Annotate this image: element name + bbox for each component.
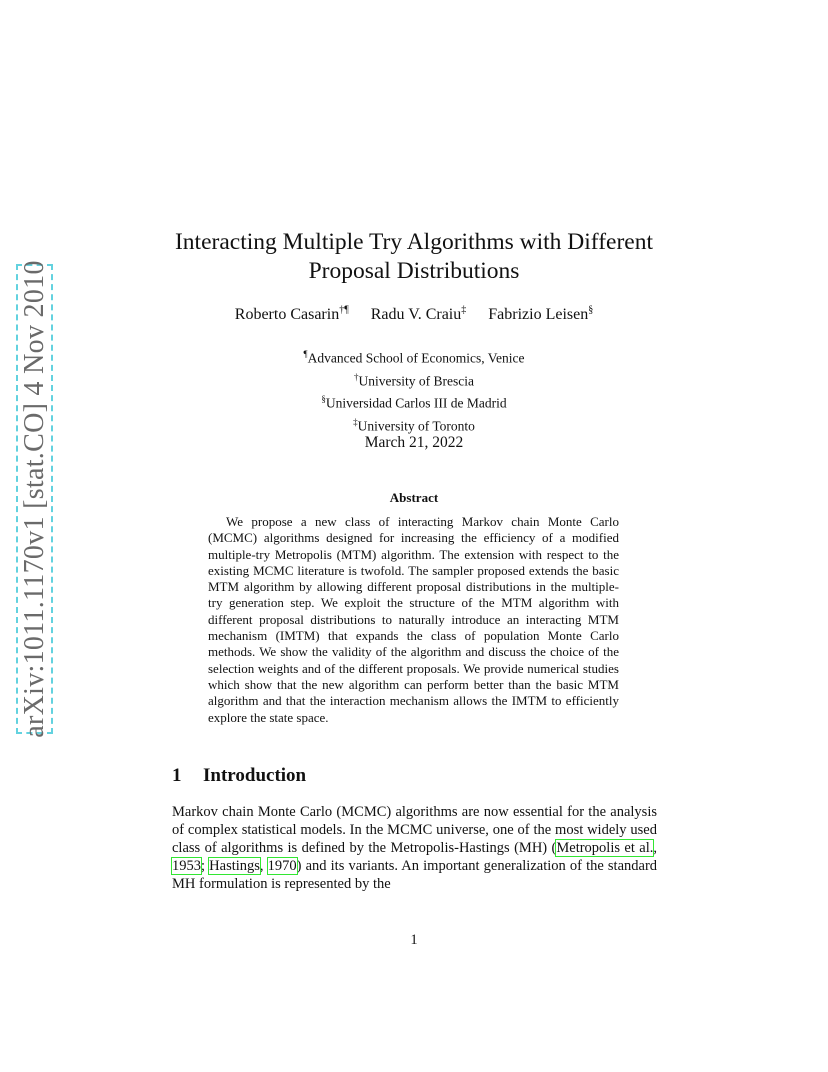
title-line-1: Interacting Multiple Try Algorithms with Different xyxy=(174,229,653,255)
author-mark: †¶ xyxy=(339,305,349,316)
citation-link-metropolis-author[interactable]: Metropolis et al. xyxy=(556,840,654,856)
page-number: 1 xyxy=(410,932,418,948)
citation-separator: ; xyxy=(201,858,210,874)
author-list xyxy=(120,305,708,324)
section-title: Introduction xyxy=(203,765,307,786)
affiliation-item xyxy=(120,413,708,436)
author-leisen xyxy=(488,306,593,323)
arxiv-identifier[interactable]: arXiv:1011.1170v1 [stat.CO] 4 Nov 2010 xyxy=(18,260,50,738)
affiliation-item xyxy=(120,345,708,368)
author-casarin xyxy=(235,306,349,323)
section-heading xyxy=(172,765,306,787)
citation-separator: , xyxy=(653,840,657,856)
affiliation-text: University of Brescia xyxy=(358,373,474,388)
citation-link-metropolis-year[interactable]: 1953 xyxy=(172,858,201,874)
abstract-heading: Abstract xyxy=(389,490,439,505)
abstract-text: We propose a new class of interacting Markov chain Monte Carlo (MCMC) algorithms designed for increasing the efficiency of a modified multiple-try Metropolis (MTM) algorithm. The extension with respect to the existing MCMC literature is twofold. The sampler proposed extends the basic MTM algorithm by allowing different proposal distributions in the multiple-try generation step. We exploit the structure of the MTM algorithm with different proposal distributions to naturally introduce an interacting MTM mechanism (IMTM) that expands the class of population Monte Carlo methods. We show the validity of the algorithm and discuss the choice of the selection weights and of the different proposals. We provide numerical studies which show that the new algorithm can perform better than the basic MTM algorithm and that the interaction mechanism allows the IMTM to efficiently explore the state space. xyxy=(208,514,619,725)
citation-separator: , xyxy=(259,858,268,874)
affiliation-mark: ¶ xyxy=(303,349,308,359)
author-name: Fabrizio Leisen xyxy=(488,306,589,324)
affiliation-text: Advanced School of Economics, Venice xyxy=(307,350,525,366)
affiliation-mark: § xyxy=(321,394,326,404)
paper-date: March 21, 2022 xyxy=(364,434,464,451)
paper-title xyxy=(120,228,708,286)
affiliation-mark: † xyxy=(354,371,359,382)
affiliation-text: Universidad Carlos III de Madrid xyxy=(325,395,507,411)
intro-text: ) and its variants. An important generalization of the standard MH formulation is represented by the xyxy=(172,858,658,892)
title-line-2: Proposal Distributions xyxy=(308,258,520,284)
intro-paragraph xyxy=(172,803,657,893)
citation-link-hastings-author[interactable]: Hastings xyxy=(209,858,260,874)
affiliation-item xyxy=(120,390,708,413)
citation-link-hastings-year[interactable]: 1970 xyxy=(267,858,297,874)
intro-text: Markov chain Monte Carlo (MCMC) algorithms are now essential for the analysis of complex statistical models. In the MCMC universe, one of the most widely used class of algorithms is defined by the Metropolis-Hastings (MH) ( xyxy=(172,804,657,856)
affiliation-item xyxy=(120,368,708,391)
author-mark: § xyxy=(588,305,594,316)
affiliation-text: University of Toronto xyxy=(357,418,475,433)
section-number: 1 xyxy=(172,765,182,786)
author-name: Roberto Casarin xyxy=(234,306,340,324)
author-mark: ‡ xyxy=(461,305,467,316)
affiliation-mark: ‡ xyxy=(353,416,358,427)
arxiv-stamp[interactable] xyxy=(16,260,53,738)
author-name: Radu V. Craiu xyxy=(370,306,462,324)
author-craiu xyxy=(371,306,467,323)
affiliation-list xyxy=(120,345,708,435)
